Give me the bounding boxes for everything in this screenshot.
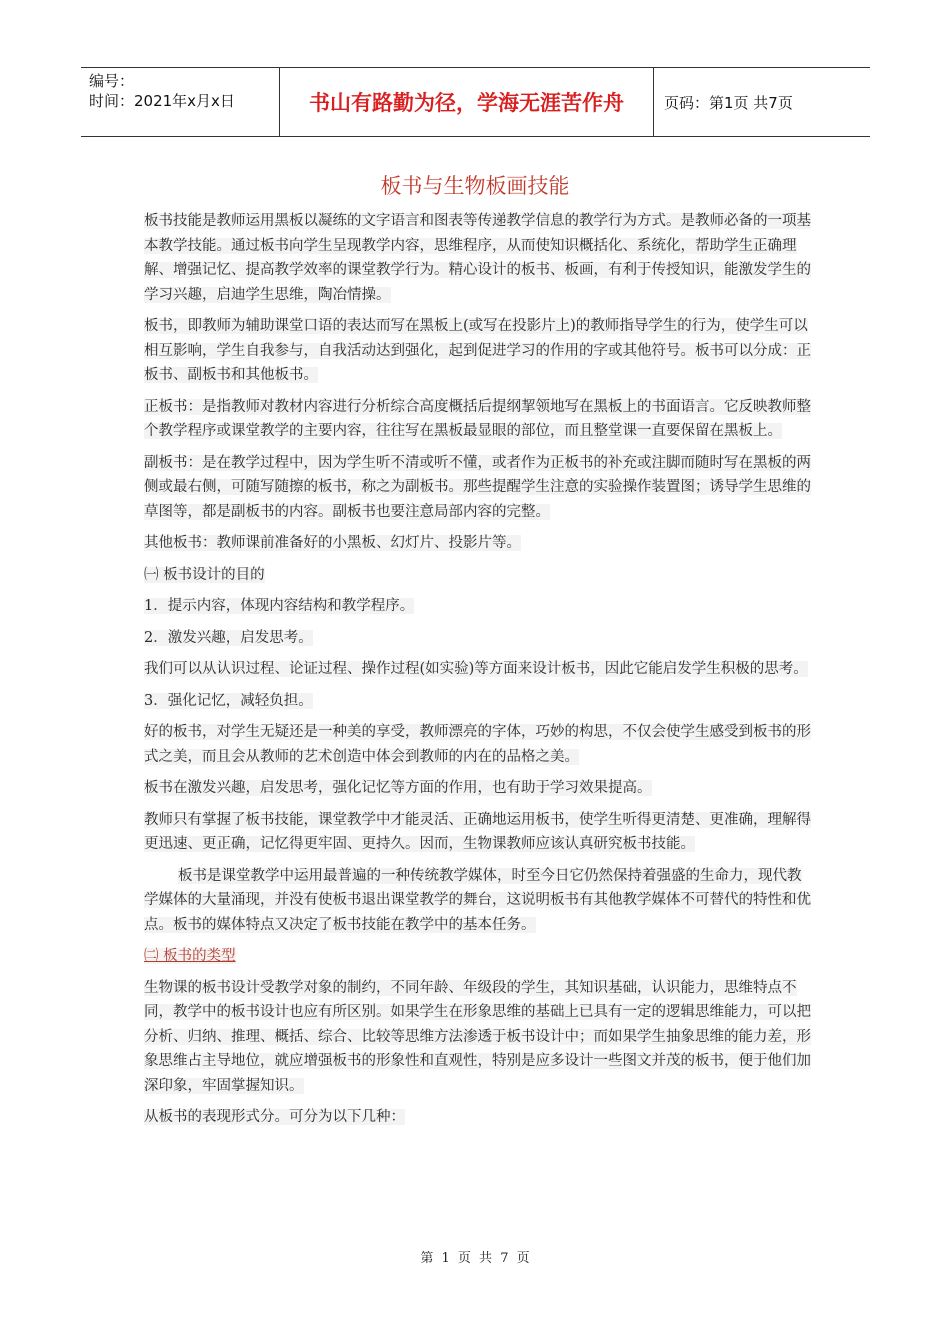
- header-motto-cell: [280, 68, 654, 136]
- paragraph: 从板书的表现形式分。可分为以下几种：: [144, 1109, 405, 1125]
- list-item: 3．强化记忆，减轻负担。: [144, 692, 313, 709]
- paragraph: 好的板书，对学生无疑还是一种美的享受，教师漂亮的字体，巧妙的构思，不仅会使学生感受到板书的形式之美，而且会从教师的艺术创造中体会到教师的内在的品格之美。: [144, 724, 811, 765]
- paragraph: 正板书：是指教师对教材内容进行分析综合高度概括后提纲挈领地写在黑板上的书面语言。它反映教师整个教学程序或课堂教学的主要内容，往往写在黑板最显眼的部位，而且整堂课一直要保留在黑板上。: [144, 398, 811, 439]
- paragraph: 教师只有掌握了板书技能，课堂教学中才能灵活、正确地运用板书，使学生听得更清楚、更准确，理解得更迅速、更正确，记忆得更牢固、更持久。因而，生物课教师应该认真研究板书技能。: [144, 811, 811, 852]
- paragraph: 板书，即教师为辅助课堂口语的表达而写在黑板上(或写在投影片上)的教师指导学生的行为，使学生可以相互影响，学生自我参与，自我活动达到强化，起到促进学习的作用的字或其他符号。板书可以分成：正板书、副板书和其他板书。: [144, 318, 811, 383]
- paragraph: 板书技能是教师运用黑板以凝练的文字语言和图表等传递教学信息的教学行为方式。是教师必备的一项基本教学技能。通过板书向学生呈现教学内容，思维程序，从而使知识概括化、系统化，帮助学生正确理解、增强记忆、提高教学效率的课堂教学行为。精心设计的板书、板画，有利于传授知识，能激发学生的学习兴趣，启迪学生思维，陶冶情操。: [144, 213, 811, 303]
- list-item: 2．激发兴趣，启发思考。: [144, 629, 313, 646]
- section-heading-link[interactable]: ㈡ 板书的类型: [144, 948, 236, 964]
- paragraph: 板书在激发兴趣，启发思考，强化记忆等方面的作用，也有助于学习效果提高。: [144, 780, 652, 796]
- paragraph: 副板书：是在教学过程中，因为学生听不清或听不懂，或者作为正板书的补充或注脚而随时写在黑板的两侧或最右侧，可随写随擦的板书，称之为副板书。那些提醒学生注意的实验操作装置图；诱导学生思维的草图等，都是副板书的内容。副板书也要注意局部内容的完整。: [144, 454, 811, 520]
- page-footer: 第 1 页 共 7 页: [420, 1251, 530, 1266]
- paragraph: 其他板书：教师课前准备好的小黑板、幻灯片、投影片等。: [144, 535, 521, 551]
- list-item: 1．提示内容，体现内容结构和教学程序。: [144, 598, 415, 614]
- document-date-label: 时间：2021年x月x日: [89, 92, 235, 110]
- document-body: [144, 209, 814, 1137]
- document-title: 板书与生物板画技能: [380, 174, 570, 198]
- header-motto: 书山有路勤为径，学海无涯苦作舟: [309, 91, 624, 115]
- header-info: [81, 68, 280, 136]
- paragraph-indented: 板书是课堂教学中运用最普遍的一种传统教学媒体，时至今日它仍然保持着强盛的生命力，现代教学媒体的大量涌现，并没有使板书退出课堂教学的舞台，这说明板书有其他教学媒体不可替代的特性和优点。板书的媒体特点又决定了板书技能在教学中的基本任务。: [144, 867, 811, 933]
- header-page-cell: [654, 68, 870, 136]
- document-number-label: 编号：: [89, 72, 135, 90]
- header-page-number: 页码：第1页 共7页: [664, 93, 793, 112]
- page-header: [81, 67, 870, 137]
- paragraph: 生物课的板书设计受教学对象的制约，不同年龄、年级段的学生，其知识基础，认识能力，思维特点不同，教学中的板书设计也应有所区别。如果学生在形象思维的基础上已具有一定的逻辑思维能力，可以把分析、归纳、推理、概括、综合、比较等思维方法渗透于板书设计中；而如果学生抽象思维的能力差，形象思维占主导地位，就应增强板书的形象性和直观性，特别是应多设计一些图文并茂的板书，便于他们加深印象，牢固掌握知识。: [144, 979, 811, 1094]
- paragraph: 我们可以从认识过程、论证过程、操作过程(如实验)等方面来设计板书，因此它能启发学生积极的思考。: [144, 661, 808, 677]
- section-heading: ㈠ 板书设计的目的: [144, 566, 265, 583]
